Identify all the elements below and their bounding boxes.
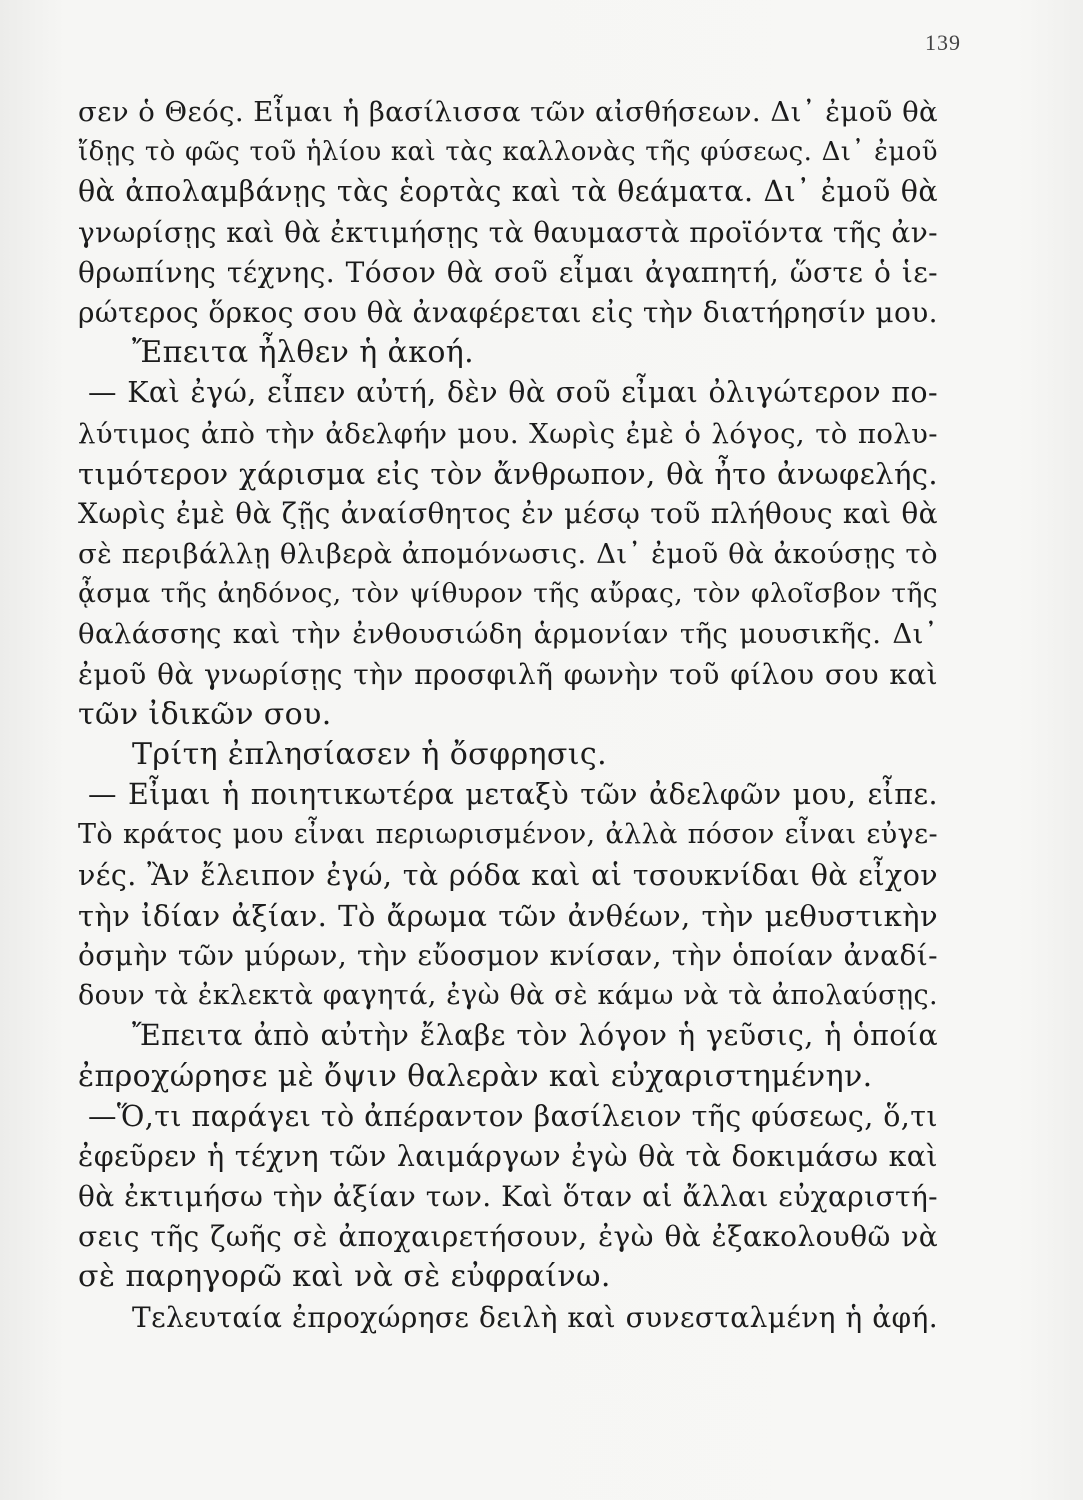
text-line: νές. Ἂν ἔλειπον ἐγώ, τὰ ρόδα καὶ αἱ τσουκνίδαι θὰ εἶχον	[78, 858, 938, 892]
text-line: ἴδῃς τὸ φῶς τοῦ ἡλίου καὶ τὰς καλλονὰς τῆς φύσεως. Δι᾽ ἐμοῦ	[78, 137, 938, 168]
text-line: ἐφεῦρεν ἡ τέχνη τῶν λαιμάργων ἐγὼ θὰ τὰ δοκιμάσω καὶ	[78, 1139, 938, 1173]
text-line: τῶν ἰδικῶν σου.	[78, 696, 332, 732]
text-line: τιμότερον χάρισμα εἰς τὸν ἄνθρωπον, θὰ ἦτο ἀνωφελής.	[78, 456, 938, 491]
text-line: τὴν ἰδίαν ἀξίαν. Τὸ ἄρωμα τῶν ἀνθέων, τὴν μεθυστικὴν	[78, 898, 938, 933]
text-line: ρώτερος ὅρκος σου θὰ ἀναφέρεται εἰς τὴν διατήρησίν μου.	[78, 295, 938, 329]
text-line: θὰ ἀπολαμβάνῃς τὰς ἑορτὰς καὶ τὰ θεάματα. Δι᾽ ἐμοῦ θὰ	[78, 175, 938, 209]
text-line: ἐμοῦ θὰ γνωρίσῃς τὴν προσφιλῆ φωνὴν τοῦ φίλου σου καὶ	[78, 657, 938, 691]
text-line: σὲ παρηγορῶ καὶ νὰ σὲ εὐφραίνω.	[78, 1259, 611, 1295]
text-line: Ἔπειτα ἦλθεν ἡ ἀκοή.	[132, 335, 475, 371]
text-line: σεν ὁ Θεός. Εἶμαι ἡ βασίλισσα τῶν αἰσθήσεων. Δι᾽ ἐμοῦ θὰ	[78, 96, 938, 128]
text-line: γνωρίσῃς καὶ θὰ ἐκτιμήσῃς τὰ θαυμαστὰ προϊόντα τῆς ἀν-	[78, 215, 938, 249]
text-line: — Καὶ ἐγώ, εἶπεν αὐτή, δὲν θὰ σοῦ εἶμαι ὀλιγώτερον πο-	[88, 376, 938, 410]
text-line: σὲ περιβάλλῃ θλιβερὰ ἀπομόνωσις. Δι᾽ ἐμοῦ θὰ ἀκούσῃς τὸ	[78, 538, 938, 571]
text-line: ἐπροχώρησε μὲ ὄψιν θαλερὰν καὶ εὐχαριστημένην.	[78, 1058, 873, 1094]
text-line: ὀσμὴν τῶν μύρων, τὴν εὔοσμον κνίσαν, τὴν ὁποίαν ἀναδί-	[78, 938, 938, 972]
text-line: δουν τὰ ἐκλεκτὰ φαγητά, ἐγὼ θὰ σὲ κάμω νὰ τὰ ἀπολαύσῃς.	[78, 980, 938, 1012]
text-line: ᾆσμα τῆς ἀηδόνος, τὸν ψίθυρον τῆς αὔρας, τὸν φλοῖσβον τῆς	[78, 578, 938, 610]
text-line: σεις τῆς ζωῆς σὲ ἀποχαιρετήσουν, ἐγὼ θὰ ἐξακολουθῶ νὰ	[78, 1220, 938, 1254]
text-line: —Ὅ,τι παράγει τὸ ἀπέραντον βασίλειον τῆς φύσεως, ὅ,τι	[88, 1099, 938, 1133]
text-line: Τρίτη ἐπλησίασεν ἡ ὄσφρησις.	[132, 737, 608, 772]
text-line: Χωρὶς ἐμὲ θὰ ζῇς ἀναίσθητος ἐν μέσῳ τοῦ πλήθους καὶ θὰ	[78, 496, 938, 530]
text-line: θαλάσσης καὶ τὴν ἐνθουσιώδη ἁρμονίαν τῆς μουσικῆς. Δι᾽	[78, 618, 938, 651]
text-line: — Εἶμαι ἡ ποιητικωτέρα μεταξὺ τῶν ἀδελφῶν μου, εἶπε.	[88, 778, 938, 812]
body-text	[78, 92, 938, 1338]
text-line: Ἔπειτα ἀπὸ αὐτὴν ἔλαβε τὸν λόγον ἡ γεῦσις, ἡ ὁποία	[132, 1019, 938, 1053]
text-line: λύτιμος ἀπὸ τὴν ἀδελφήν μου. Χωρὶς ἐμὲ ὁ λόγος, τὸ πολυ-	[78, 417, 938, 450]
text-line: Τελευταία ἐπροχώρησε δειλὴ καὶ συνεσταλμένη ἡ ἀφή.	[132, 1300, 938, 1334]
page-number: 139	[925, 30, 961, 55]
text-line: θρωπίνης τέχνης. Τόσον θὰ σοῦ εἶμαι ἀγαπητή, ὥστε ὁ ἱε-	[78, 255, 938, 289]
text-line: θὰ ἐκτιμήσω τὴν ἀξίαν των. Καὶ ὅταν αἱ ἄλλαι εὐχαριστή-	[78, 1180, 938, 1214]
text-line: Τὸ κράτος μου εἶναι περιωρισμένον, ἀλλὰ πόσον εἶναι εὐγε-	[78, 819, 938, 851]
